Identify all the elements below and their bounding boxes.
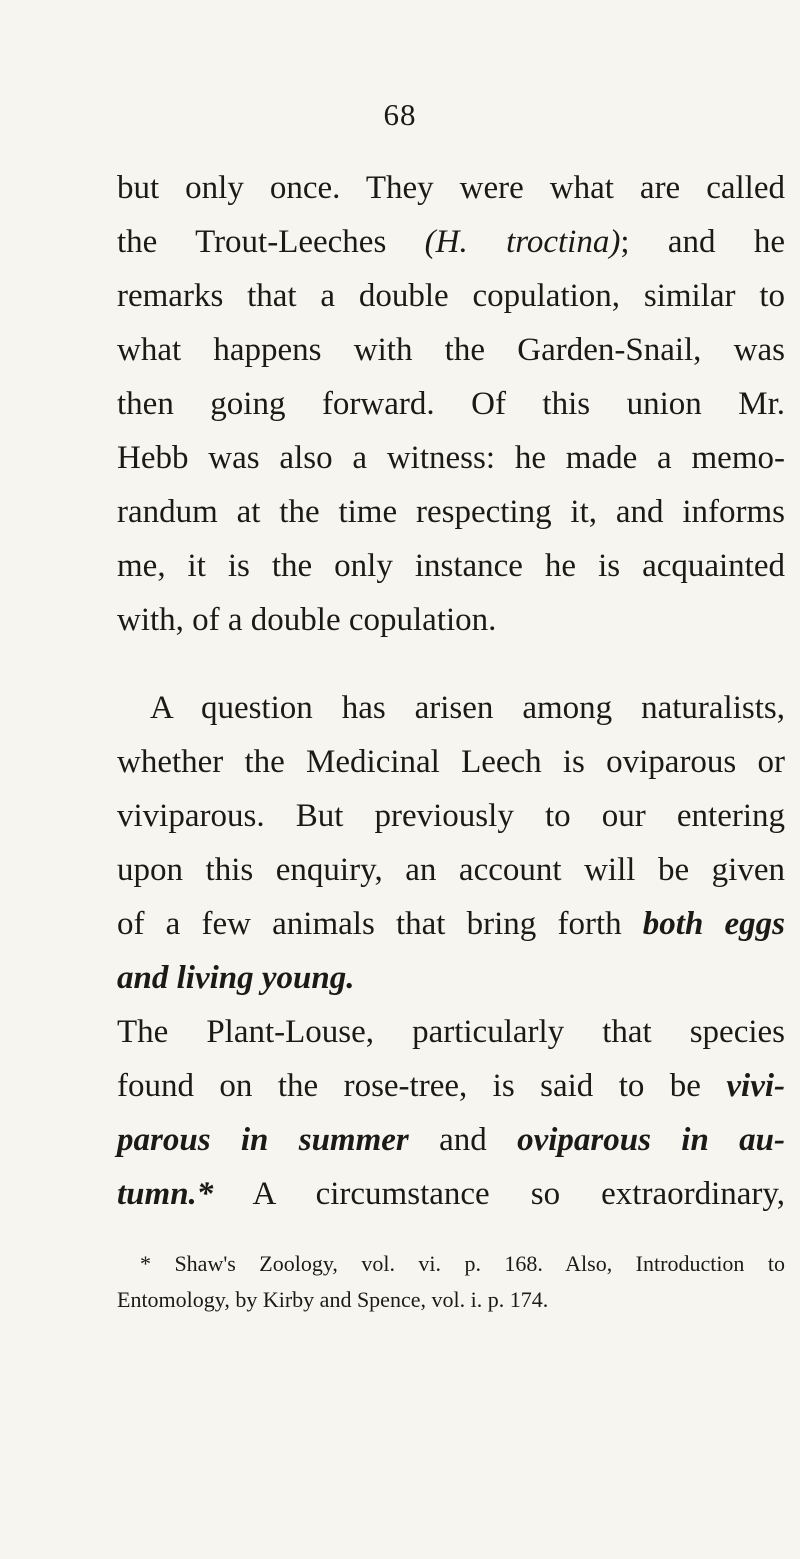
text-line: A question has arisen among naturalists, bbox=[150, 690, 785, 726]
text-line: upon this enquiry, an account will be given bbox=[117, 852, 785, 888]
text-line: and living young. bbox=[117, 960, 355, 996]
text-line: parous in summer and oviparous in au- bbox=[117, 1122, 785, 1158]
page-number: 68 bbox=[383, 97, 417, 132]
text-line: the Trout-Leeches (H. troctina); and he bbox=[117, 224, 785, 260]
text-line: what happens with the Garden-Snail, was bbox=[117, 332, 785, 368]
text-line: Hebb was also a witness: he made a memo- bbox=[117, 440, 785, 476]
text-line: whether the Medicinal Leech is oviparous or bbox=[117, 744, 785, 780]
text-line: viviparous. But previously to our entering bbox=[117, 798, 785, 834]
text-line: remarks that a double copulation, similar to bbox=[117, 278, 785, 314]
footnote-line: Entomology, by Kirby and Spence, vol. i. p. 174. bbox=[117, 1287, 549, 1312]
text-line: randum at the time respecting it, and informs bbox=[117, 494, 785, 530]
text-line: found on the rose-tree, is said to be vivi- bbox=[117, 1068, 785, 1104]
footnote-line: * Shaw's Zoology, vol. vi. p. 168. Also, Introduction to bbox=[140, 1251, 785, 1276]
text-line: but only once. They were what are called bbox=[117, 170, 785, 206]
text-line: with, of a double copulation. bbox=[117, 602, 497, 638]
text-line: tumn.* A circumstance so extraordinary, bbox=[117, 1176, 785, 1212]
text-line: me, it is the only instance he is acquainted bbox=[117, 548, 785, 584]
text-line: The Plant-Louse, particularly that species bbox=[117, 1014, 785, 1050]
text-line: then going forward. Of this union Mr. bbox=[117, 386, 785, 422]
text-line: of a few animals that bring forth both eggs bbox=[117, 906, 785, 942]
